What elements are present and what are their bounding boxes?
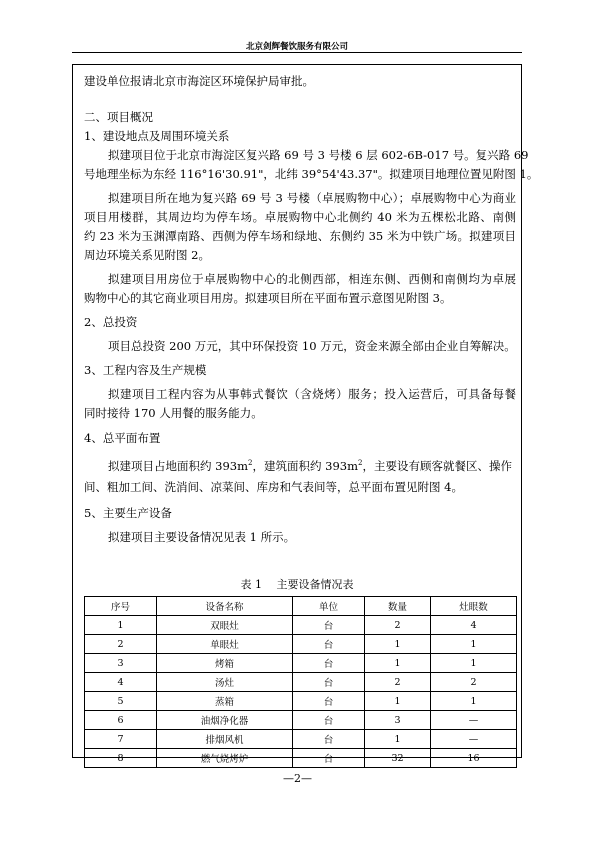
table-cell: 1 xyxy=(365,730,431,749)
table-cell: 汤灶 xyxy=(157,673,293,692)
table-cell: 台 xyxy=(293,730,365,749)
header-cell: 设备名称 xyxy=(157,597,293,616)
table-row xyxy=(85,616,517,635)
area-superscript: 2 xyxy=(248,459,253,467)
table-row xyxy=(85,673,517,692)
table-cell: 蒸箱 xyxy=(157,692,293,711)
table-cell: 1 xyxy=(431,692,517,711)
table-cell: 2 xyxy=(85,635,157,654)
table-row xyxy=(85,635,517,654)
page-header: 北京剑辉餐饮服务有限公司 xyxy=(245,42,348,52)
table-cell: 2 xyxy=(365,673,431,692)
table-cell: 3 xyxy=(85,654,157,673)
table-cell: 1 xyxy=(431,654,517,673)
table-cell: 8 xyxy=(85,749,157,768)
room-paragraph-line: 购物中心的其它商业项目用房。拟建项目所在平面布置示意图见附图 3。 xyxy=(84,291,452,305)
header-cell: 单位 xyxy=(293,597,365,616)
header-cell: 数量 xyxy=(365,597,431,616)
table-cell: 1 xyxy=(85,616,157,635)
table-cell: 烤箱 xyxy=(157,654,293,673)
section-heading: 二、项目概况 xyxy=(84,110,153,124)
table-cell: 1 xyxy=(365,654,431,673)
layout-text-part: 拟建项目占地面积约 393m xyxy=(108,458,249,473)
table-cell: 2 xyxy=(365,616,431,635)
table-cell: 32 xyxy=(365,749,431,768)
room-paragraph-line: 拟建项目用房位于卓展购物中心的北侧西部，相连东侧、西侧和南侧均为卓展 xyxy=(108,272,516,286)
header-cell: 灶眼数 xyxy=(431,597,517,616)
table-caption: 表 1 主要设备情况表 xyxy=(240,578,354,591)
subsection-heading-layout: 4、总平面布置 xyxy=(84,431,161,445)
table-cell: 台 xyxy=(293,635,365,654)
table-cell: 16 xyxy=(431,749,517,768)
table-cell: 台 xyxy=(293,749,365,768)
subsection-heading-location: 1、建设地点及周围环境关系 xyxy=(84,129,230,143)
layout-text-part: ，主要设有顾客就餐区、操作 xyxy=(362,458,512,473)
table-cell: 4 xyxy=(85,673,157,692)
table-cell: 1 xyxy=(365,692,431,711)
surroundings-paragraph-line: 约 23 米为玉渊潭南路、西侧为停车场和绿地、东侧约 35 米为中铁广场。拟建项目 xyxy=(84,229,516,243)
table-cell: 1 xyxy=(431,635,517,654)
layout-paragraph-line xyxy=(108,454,512,476)
table-cell: 油烟净化器 xyxy=(157,711,293,730)
table-row xyxy=(85,711,517,730)
subsection-heading-scope: 3、工程内容及生产规模 xyxy=(84,363,207,377)
table-cell: 1 xyxy=(365,635,431,654)
equipment-table xyxy=(84,596,517,768)
table-row xyxy=(85,692,517,711)
table-cell: 燃气烧烤炉 xyxy=(157,749,293,768)
layout-paragraph-line: 间、粗加工间、洗消间、凉菜间、库房和气表间等，总平面布置见附图 4。 xyxy=(84,480,463,494)
location-paragraph-line: 拟建项目位于北京市海淀区复兴路 69 号 3 号楼 6 层 602-6B-017 号。复兴路 69 xyxy=(108,148,529,162)
area-superscript: 2 xyxy=(358,459,363,467)
table-cell: — xyxy=(431,711,517,730)
table-cell: 台 xyxy=(293,616,365,635)
table-cell: 排烟风机 xyxy=(157,730,293,749)
table-row xyxy=(85,654,517,673)
table-cell: 台 xyxy=(293,673,365,692)
table-cell: 5 xyxy=(85,692,157,711)
surroundings-paragraph-line: 项目用楼群，其周边均为停车场。卓展购物中心北侧约 40 米为五棵松北路、南侧 xyxy=(84,210,516,224)
table-cell: 4 xyxy=(431,616,517,635)
table-cell: 单眼灶 xyxy=(157,635,293,654)
table-cell: 台 xyxy=(293,654,365,673)
header-rule xyxy=(72,52,522,53)
table-cell: 台 xyxy=(293,692,365,711)
table-cell: 双眼灶 xyxy=(157,616,293,635)
investment-paragraph: 项目总投资 200 万元，其中环保投资 10 万元，资金来源全部由企业自筹解决。 xyxy=(108,339,516,353)
table-header-row xyxy=(85,597,517,616)
header-cell: 序号 xyxy=(85,597,157,616)
layout-text-part: ，建筑面积约 393m xyxy=(252,458,358,473)
surroundings-paragraph-line: 周边环境关系见附图 2。 xyxy=(84,248,210,262)
location-paragraph-line: 号地理坐标为东经 116°16'30.91"，北纬 39°54'43.37"。拟建项目地理位置见附图 1。 xyxy=(84,167,539,181)
table-cell: — xyxy=(431,730,517,749)
table-cell: 3 xyxy=(365,711,431,730)
table-row xyxy=(85,749,517,768)
subsection-heading-equipment: 5、主要生产设备 xyxy=(84,506,172,520)
scope-paragraph-line: 同时接待 170 人用餐的服务能力。 xyxy=(84,406,263,420)
subsection-heading-investment: 2、总投资 xyxy=(84,315,138,329)
table-cell: 6 xyxy=(85,711,157,730)
table-cell: 7 xyxy=(85,730,157,749)
equipment-paragraph: 拟建项目主要设备情况见表 1 所示。 xyxy=(108,530,296,544)
surroundings-paragraph-line: 拟建项目所在地为复兴路 69 号 3 号楼（卓展购物中心）；卓展购物中心为商业 xyxy=(108,191,516,205)
table-cell: 台 xyxy=(293,711,365,730)
intro-paragraph: 建设单位报请北京市海淀区环境保护局审批。 xyxy=(84,74,314,88)
page-number: —2— xyxy=(283,772,312,785)
table-cell: 2 xyxy=(431,673,517,692)
table-row xyxy=(85,730,517,749)
scope-paragraph-line: 拟建项目工程内容为从事韩式餐饮（含烧烤）服务；投入运营后，可具备每餐 xyxy=(108,387,516,401)
